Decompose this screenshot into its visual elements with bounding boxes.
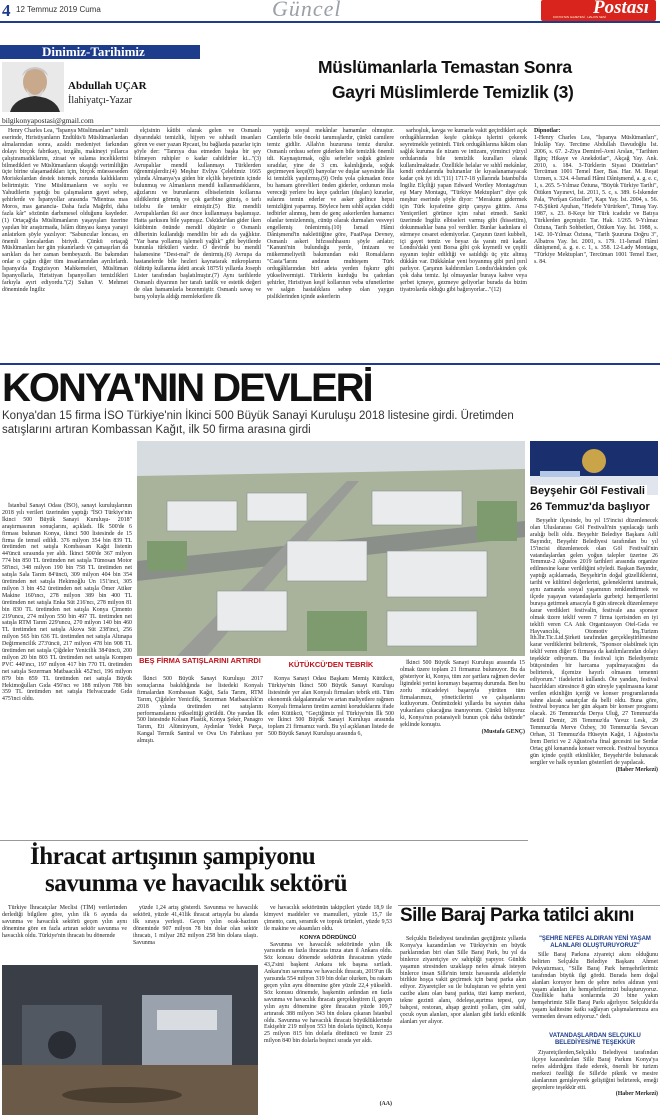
story1-body: İstanbul Sanayi Odası (İSO), sanayi kuruluşlarının 2018 yılı verileri üzerinden yaptığı "İSO Türkiye'nin İkinci 500 Büyük Sanayi Kuruluşu- 2018" araştırmasının sonuçlarını, açıkladı. İlk 500'de 6 firması bulunan Konya, ikinci 500 listesinde de 15 firma ile temsil edildi. 376 milyon 354 bin 839 TL üretimden net satışla Kombassan Kağıt listenin 44'üncü sırasında yer aldı. İkinci 500'de 367 milyon 774 bin 850 TL üretimden net satışla Tümosan Motor 58'inci, 348 milyon 190 bin 758 TL üretimden net satışla Sala Tarım 84'üncü, 309 milyon 404 bin 354 üretimden net satışla Hekimoğlu Un 151'inci, 305 milyon 3 bin 452 üretimden net satışla Ömer Atiker Makine 160'ıncı, 278 milyon 389 bin 400 TL üretimden net satışla Enka Süt 216'ncı, 278 milyon 81 bin 830 TL üretimden net satışla Konya Çimento 219'uncu, 274 milyon 550 bin 497 TL üretimden net satışla RTM Tarım 229'uncu, 270 milyon 140 bin 460 TL üretimden net satışla Akova Süt 238'inci, 256 milyon 565 bin 636 TL üretimden net satışla Altınapa Değirmencilik 273'üncü, 217 milyon 478 bin 908 TL üretimden net satışla Çiğdeler Yenicilik 384'üncü, 200 milyon 20 bin 803 TL üretimden net satışla Kompen PVC 440'ıncı, 197 milyon 417 bin 770 TL üretimden net satışla Sezerman Matbaacılık 452'nci, 196 milyon 879 bin 859 TL üretimden net satışla Büyük Hekimoğulları Gıda 456'ncı ve 188 milyon 788 bin 359 TL üretimden net satışla Helvacızade Gıda 475'inci oldu. xyxy=(2,503,132,703)
story2-col-1: Türkiye İhracatçılar Meclisi (TİM) verilerinden derlediği bilgilere göre, yılın ilk 6 ayında da savunma ve havacılık sektörü geçen yılın aynı dönemine göre en fazla artıran sektör savunma ve havacılık oldu. Türkiye'nin ihracatı bu dönemde xyxy=(2,905,127,939)
story3-sub2: VATANDAŞLARDAN SELÇUKLU BELEDİYESİ'NE TEŞEKKÜR xyxy=(549,1033,641,1046)
story2-headline-1: İhracat artışının şampiyonu xyxy=(30,843,316,870)
column-text-col-2: elçisinin kâtibi olarak gelen ve Osmanlı diyarındaki temizlik, hijyen ve sıhhatli insanları gören ve eser yazan Rycaut, bu bağlarda pazarlar için şöyle der: "Tanrıya dua etmeden başka bir şey bilmeyen ruhipler o kadar cahildirler ki..."(3) Avrupalılar mendil kullanmayı Türklerden öğrenmişlerdir.(4) Meşhur Evliya Çelebimiz 1665 yılında Almanya'ya giden bir elçilik heyetinin içinde bulunmuş ve Almanların mendil kullanmadıklarını, ağızlarını ve burunlarını elbiselerinin kollarına sildiklerini görmüş ve çok garibine gitmiş, o tarlı istlobu ile temkir etmiştir.(5) Biz mendili Avrupalılardan iki asır önce kullanmaya başlamışız. Hatta şarkısını bile yapmışız. Üsküdar'dan gider iken kâtibimin önünde mendil düşürür o Osmanlı dilberinin kullandığı mendilin bir adı da yağlıktır. "Yar bana yollamış işlemeli yağlık" gibi beyitlerde bununla türküleri vardır. O devirde bu mendil halamesine "Dest-mal" de denirmiş.(6) Avrupa da hastanelerde bile hezleri kaynatarak mikroplarını öldürüp kullanma âdeti ancak 1875'li yıllarda Joseph Lister tarafından başlatılmıştır.(7) Aynı tarihlerde Osmanlı diyarının her tarafı tanlik ve estetik değeri de olan hamamlarla bezenmiştir. Osmanlı savaş ve barış yoluyla aldığı memleketlere ilk xyxy=(134,128,261,300)
section-rule-2 xyxy=(0,840,528,841)
festival-headline-2: 26 Temmuz'da başlıyor xyxy=(530,501,650,513)
story1-headline: KONYA'NIN DEVLERİ xyxy=(2,366,372,410)
story3-signature: (Haber Merkezi) xyxy=(615,1091,658,1098)
story2-col-4 xyxy=(264,1005,392,1115)
section-rule-1 xyxy=(0,363,660,365)
column-divider xyxy=(0,125,660,126)
story3-body: Selçuklu Belediyesi tarafından geçtiğimiz yıllarda Konya'ya kazandırılan ve Türkiye'nin en büyük parklarından biri olan Sille Baraj Park, bu yıl da binlerce ziyaretçiye ev sahipliği yapıyor. Günlük yaşamın stresinden uzaklaşıp nefes almak isteyen binlerce insan Sille'nin temiz havasında aileleriyle birlikte hoşça vakit geçirmek için baraj parka akın ediyor. Ziyaretçiler su ile buluşturan ve şehrin yeni cazibe alanı olan baraj parkta, tüzi kamp merkezi, tekne gezinti alanı, ödeleşe,aşırtma tepesi, çay bahçesi, restoran, ahşap gezinti yolları, çim sahil, çocuk oyun alanları, spor alanları gibi farklı etkinlik alanları yer alıyor. xyxy=(400,936,526,1025)
column-series-title: Dinimiz-Tarihimiz xyxy=(42,44,145,59)
story1-subhead: Konya'dan 15 firma İSO Türkiye'nin İkinci 500 Büyük Sanayi Kuruluşu 2018 listesine girdi. Üretimden satışlarını artıran Kombassan Kağıt, ilk 50 firma arasına girdi xyxy=(2,410,514,436)
story1-signature: (Mustafa GENÇ) xyxy=(481,729,525,736)
box1-body: İkinci 500 Büyük Sanayi Kuruluşu 2017 sonuçlarına bakıldığında ise listedeki Konyalı firmalardan Kombassan Kağıt, Safa Tarım, RTM Tarım, Çiğdeler Yenicilik, Sezerman Matbaacılık'ın 2018 yılında üretimden net satışlarını performanslarını yükselttiği görüldü. Öte yandan İlk 500 listesinde Kolsan Plastik, Konya Şeker, Panagro Tarım, Eti Alüminyum, Aydınlar Yedek Parça, Kangal Termik Santral ve Ova Un Fabrikası yer almıştı. xyxy=(137,676,263,745)
newspaper-logo xyxy=(541,0,656,21)
story3-sub1: "ŞEHRE NEFES ALDIRAN YENİ YAŞAM ALANLARI OLUŞTURUYORUZ" xyxy=(539,936,651,949)
box1-title: BEŞ FİRMA SATIŞLARINI ARTIRDI xyxy=(139,656,261,665)
story2-col-2: yüzde 1,24 artış gösterdi. Savunma ve havacılık sektörü, yüzde 41,41lik ihracat artışıyla bu alanda ilk sıraya yerleşti. Geçen yılın ocak-haziran döneminde 907 milyon 78 bin dolar olan sektör ihracatı, 1 milyar 282 milyon 258 bin dolara ulaştı. Savunma xyxy=(133,905,258,946)
footnotes-title: Dipnotlar: xyxy=(534,128,561,134)
author-photo xyxy=(2,62,64,112)
story3-sub2-body: Ziyaretçilerden,Selçuklu Belediyesi tarafından ilçeye kazandırılan Sille Baraj Parkını Konya'ya nefes aldırdığını ifade ederek, önemli bir turizm merkezi özelliği ile Sille'de piknik ve mesire alanlarının genişleyerek geliştiğini belirterek, emeği geçenlere teşekkür etti. (Haber Merkezi) xyxy=(532,1050,658,1098)
author-title: İlahiyatçı-Yazar xyxy=(68,95,132,106)
column-headline-line-1: Müslümanlarla Temastan Sonra xyxy=(318,57,572,77)
column-headline-line-2: Gayri Müslimlerde Temizlik (3) xyxy=(332,82,574,102)
box2-body: Konya Sanayi Odası Başkanı Memiş Kütükcü, Türkiye'nin İkinci 500 Büyük Sanayi Kuruluşu listesinde yer alan Konyalı firmaları tebrik etti. Tüm ekonomik dalgalanmalar ve artan maliyetlere rağmen Konyalı firmaların üretim azmini koruduklarını ifade eden Kütükcü, "Geçtiğimiz yıl Türkiye'nin İlk 500 ve İkinci 500 Büyük Sanayi Kuruluşu arasında toplam 21 firmamız vardı. Bu yıl açıklanan listede de 500 Büyük Sanayi Kuruluşu arasında 6, xyxy=(268,676,394,738)
story3-sub1-body: Sille Baraj Parkına ziyaretçi akını olduğunu belirten Selçuklu Belediye Başkanı Ahmet Pekyatırmacı, "Sille Baraj Park hemşehrilerimiz tarafından büyük ilgi gördü. Burada hem doğal alanları koruyor hem de şehre nefes aldıran yeni yaşam alanları ile hemşehrilerimizi buluşturuyoruz. Özellikle hafta sonlarında 20 bine yakın hemşehrimiz Sille Baraj Parkı ağırlıyor. Selçuklu'da yaşam kalitesine katkı sağlayan çalışmalarımıza ara vermeden devam ediyoruz." dedi. xyxy=(532,952,658,1021)
story2-col-3: ve havacılık sektörünün takipçileri yüzde 18,9 ile kimyevi maddeler ve mamulleri, yüzde 15,7 ile çimento, cam, seramik ve toprak ürünleri, yüzde 9,53 ile makine ve aksamları oldu. KONYA DÖRDÜNCÜ Savunma ve havacılık sektöründe yılın ilk yarısında en fazla ihracata imza atan il Ankara oldu. Söz konusu dönemde sektörün ihracatının yüzde 43,2'sini başkent Ankara tek başına sırtladı. Ankara'nın savunma ve havacılık ihracatı, 2019'un ilk yarısında 554 milyon 319 bin dolar olurken, bu rakam geçen yılın aynı dönemine göre yüzde 22,4 yükseldi. Söz konusu dönemde, başkentin ardından en fazla savunma ve havacılık ihracatı gerçekleştiren il, geçen yılın aynı dönemine göre ihracatın yüzde 109,7 artırarak 388 milyon 343 bin dolara çıkaran İstanbul oldu. Savunma ve havacılık ihracatı büyüklüklerinde Eskişehir 219 milyon 553 bin dolarla üçüncü, Konya 25 milyon 815 bin dolarla dördüncü ve İzmir 23 milyon 840 bin dolarla beşinci sırada yer aldı. xyxy=(264,905,392,1045)
festival-signature: (Haber Merkezi) xyxy=(615,766,658,773)
story1-aerial-photo xyxy=(137,441,525,656)
festival-body: Beyşehir ilçesinde, bu yıl 15'incisi düzenlenecek olan Uluslararası Göl Festivali'nin yapılacağı tarih aralığı belli oldu. Beyşehir Belediye Başkanı Adil Bayındır, Beyşehir Belediyesi tarafından bu yıl 15'incisi düzenlenecek olan Göl Festivali'nin vatandaşlardan gelen yoğun talepler üzerine 26 Temmuz-2 Ağustos 2019 tarihleri arasında organize edilmesine karar verildiğini söyledi. Başkan Bayındır, yaptığı açıklamada, Beyşehir'in doğal güzelliklerini, tarihi ve kültürel değerlerini, geleneklerini tanıtmak, aynı zamanda sosyal yaşamının renklendirmek ve ilçede yaşayan vatandaşlarla gurbetçi hemşerilerini buraya getirmek amacıyla 8 gün sürecek düzenlemeye karar verdikleri festivalin, festivale ana sponsor olmak üzere teklif veren 7 firma içerisinden en iyi teklifi veren CA Atık Organizasyon Otel-Gıda ve Hayvancılık, Otomotiv İnş.Turizm İth.İhr.Tic.Ltd.Şirketi tarafından gerçekleştirilmesine karar verdiklerini belirterek, "Sponsor olabilmek için teklif veren diğer 6 firmaya da katılımlarından dolayı teşekkür ediyorum. Bu festival için Belediyemiz bütçesinden bir harcama yapılmayacağını da belirterek, ilçemize hayırlı olmasını temenni ediyorum." ifadelerini kullandı. Öte yandan, festival hazırlıkları süresince 8 gün süreyle yapılmasına karar verilen etkinliğin içeriği ve konser programlarında sahne alacak sanatçılar da belli oldu. Buna göre, festival boyunca her gün akşam bir konser programı olacak. 26 Temmuz'da Derya Uluğ, 27 Temmuz'da Bettül Demir, 28 Temmuz'da Yavuz Lesk, 29 Temmuz'da Merve Özbey, 30 Temmuz'da Sevcan Orhan, 31 Temmuz'da Hüseyin Kağıt, 1 Ağustos'ta İrem Derici ve 2 Ağustos'ta final gecesini ise Serdar Ortaç göl kenarında konser verecek. Festival boyunca gün içinde çeşitli etkinlikler, Beyşehir'de bulunacak sergiler ve halk oyunları gösterileri de yapılacak. (Haber Merkezi) xyxy=(530,518,658,773)
column-footnotes: Dipnotlar: 1-Henry Charles Lea, "İspanya Müslümanları", İnkılâp Yay. Tercüme Abdullah Davudoğlu İst. 2006, s. 67. 2-Ziya Demirel-Avni Arslan, "Tarihten İlginç Hikaye ve Anekdotlar", Akçağ Yay. Ank. 2010, s. 184. 3-Türklerin Siyasi Düstürları" Tercüman 1001 Temel Eser, Bas. Har. M. Reşat Uzmen, s. 324. 4-İsmail Hâmi Dânişmend, a. g. e. c, 1, s. 265. 5-Yılmaz Öztuna, "Büyük Türkiye Tarihi", Ötüken Yayınevi, İst. 2011, 5. c, s. 389. 6-İskender Pala, "Perîşan Gözeller", Kapı Yay. İst. 2004, s. 56. 7-B.Şükrü Apuhan, "Hedefe Yürürken", Timaş Yay. 1987, s. 23. 8-Keçe bir Türk icadıdır ve Batıya Türklerden geçmiştir. Tar. Hak. 1/265. 9-Yılmaz Öztuna, Tarih Sohbetleri, Ötüken Yay. İst. 1988, s. 142. 10-Yılmaz Öztuna, "Tarih Şuuruna Doğru 3", Albatros Yay. İst. 2001, s. 179. 11-İsmail Hâmi dânişmend, a. g. e. c. 1, s. 358. 12-Lady Montagu, "Türkiye Mektupları", Tercüman 1001 Temel Eser, s. 84. xyxy=(534,128,658,266)
column-text-col-1: Henry Charles Lea, "İspanya Müslümanları" isimli eserinde, Hıristiyanların Endülüs'ü Müslümanlardan almalarından sonra, azaldı medeniyet farkından dolayı birçok fabrikayı, tezgâhı, makineyi yıllarca çalıştıramadıklarını, ziraat ve sulama inceliklerini bilmedikleri ve Müslümanların ukaştığı verimliliğin üçte birine ulaşamadıkları için, birçok müesseseden Moriskolardan destek istemek zorunda kaldıklarını belirtmiştir. Yine Müslümanların ve soylu ve Yahudilerin yaptığı bu çalışmaların gayet sebep, şehirlerde ve İspanyollar arasında "Mientras mas Moros, mas ganancia- Daha fazla Mağribi, daha fazla kâr" sözünün darbımesel olduğunu kaydeder.(1) Ortaçağ'da Müslümanların yaşayışları üzerine yapılan bir araştırmada, İslâm dünyası kanya yanayi anlatırken şöyle yazılıyor: "Sabuncular loncası, en önemli loncalardan biriydi. Çünkü ortaçağ Müslümanları her gün yıkanırlardı ve çamaşırları da sarıkları da her zaman bembeyazdı. Bu bakımdan onlar o çağın diğer tüm insanlarından ayrılırlardı. İspanya'da Engizisyon Mahkemeleri, Müslüman İspanyollarla, Hıristiyan İspanyolları temizlikleri farkıyla ayırt ediyordu."(2) Sultan V. Mehmet döneminde İngiliz xyxy=(2,128,128,293)
story2-signature: (AA) xyxy=(379,1101,392,1107)
box3-body: İkinci 500 Büyük Sanayi Kuruluşu arasında 15 olmak üzere toplam 21 firmamız bulunuyor. Bu da gösteriyor ki, Konya, tüm zor şartlara rağmen devler ligindeki yerini korumayı başarmış durumda. Ben bu zorlu mücadeleyi başarıyla yürüten tüm firmalarımızı, yöneticilerini ve çalışanlarını kutluyorum. Önümüzdeki yıllarda bu sayının daha yukarılara çıkacağına inanıyorum. Çünkü biliyoruz ki, Konya'nın potansiyeli bunun çok daha üstünde" şeklinde konuştu. (Mustafa GENÇ) xyxy=(400,660,525,736)
story2-headline-2: savunma ve havacılık sektörü xyxy=(45,870,348,897)
page-number: 4 xyxy=(2,1,11,20)
section-title: Güncel xyxy=(272,0,342,21)
masthead-rule xyxy=(0,21,660,23)
column-text-col-4: sarhoşluk, kavga ve kumarla vakit geçirdikleri açık ordugâhlarından keşfe çıktıkça işlerini çekerek seyretmekle yetinirdi. Türk ordugâhlarına hâkim olan sağlık kuruma ile nizam ve intizam, yirminci yüzyıl ordularında bile temizlik kuralları olarak kullanılmaktadır. Özellikle helalar ve sıhhî mekânlar, kendi ordularında bulunanlar ile kıyaslanamayacak kadar çok iyi idi."(11) 1717-18 yıllarında İstanbul'da İngiliz Elçiliği yapan Edward Wortley Montagu'nun eşi Mary Montagu, "Türkiye Mektupları" diye çok meşhur eserinde şöyle diyor: "Merakımı gidermek için Türk kıyafetine girip çarşıya gittim. Ama Yeniçerileri görünce içim rahat etmedi. Sanki üzerimde İngiliz elbiseleri varmış gibi (hissettim), dokunmadılar bana yol verdiler. Bunlar kadınlara el sürmeye cesaret edemiyorlar. Çarşının üzeri kubbeli, içi gayet temiz ve beyaz da yaratı mü kadar. Londra'daki yeni Borsa gibi çok kıymetli ve çeşitli eşyanın teşhir edildiği ve satıldığı üç yüz altmış dükkân var. Dükkânlar yeni boyanmış gibi pırıl pırıl parlıyor. Çarşının kaldırımları Londra'dakinden çok çok daha temiz. İşi olmayanlar buraya kahve veya şerbet içmeye, gezmeye geliyorlar burada da bizim tiyatrolarda olduğu gibi bağırıyorlar..."(12) xyxy=(400,128,527,293)
festival-headline-1: Beyşehir Göl Festivali xyxy=(530,485,645,497)
issue-date: 12 Temmuz 2019 Cuma xyxy=(16,5,101,14)
logo-strapline: KONYA'NIN GAZETESİ · HALKIN SESİ xyxy=(553,15,606,19)
author-email: bilgikonyapostasi@gmail.com xyxy=(2,116,94,125)
story2-subtitle: KONYA DÖRDÜNCÜ xyxy=(299,934,357,941)
box2-title: KÜTÜKCÜ'DEN TEBRİK xyxy=(288,660,374,669)
column-text-col-3: yaptığı sosyal mekânlar hamamlar olmuştur. Camilerin bile önceki tanımışlardır, çünkü camilere temiz gidilir. Allah'ın huzuruna temiz durulur. Osmanlı ordusu sefere giderken bile temizlik önemli idi. Kaynaştırmak, oğlu seferler soğuk günlere sıradılar, yine de 3 cm. kalınlığında, soğuk geçirmeyen keçe(8) banyolar ve duşlar sayesinde illa ki temizlik yapılırmış.(9) Ordu yola çıkmadan önce bu hamam görevlileri önden giderler, ordunun mola vereceği yerlere bu keçe çadırları (duşları) kurarlar, sularını temin ederler ve asker gelince hepsi temizliğini yaparmış. Böylece hem sıhhî açıdan ciddi tedbirler alınmış, hem de genç askerlerden hamamcı olanlar temizlenmiş, cünüp olarak durmaları vesveyi engellemiş önlenirmiş.(10) İsmail Hâmi Dânişmend'in nakletitiğine göre, FuatPaşa Devney, Osmanlı askeri hifzıssıhhasını şöyle anlatır; "Kanuni'nin bulunduğu yerde, imizam ve mükemmeliyetli bakımından eski Romalıların "Casta"larını andıran muhteşem Türk ordugâhlarından biri adeta yerden fışkırır gibi yükselivermişti. Türklerin kurduğu bu çadırdan şehirler, Hıristiyan keşif kollarının veba ufunetlerine ve salgın hastalıklara sebep olan yaygın pisliklerinden içinde askerlerin xyxy=(267,128,394,300)
author-name: Abdullah UÇAR xyxy=(68,80,147,92)
story2-photo xyxy=(2,965,258,1115)
story3-headline: Sille Baraj Parka tatilci akını xyxy=(400,905,634,926)
logo-text: Postası xyxy=(593,0,649,18)
